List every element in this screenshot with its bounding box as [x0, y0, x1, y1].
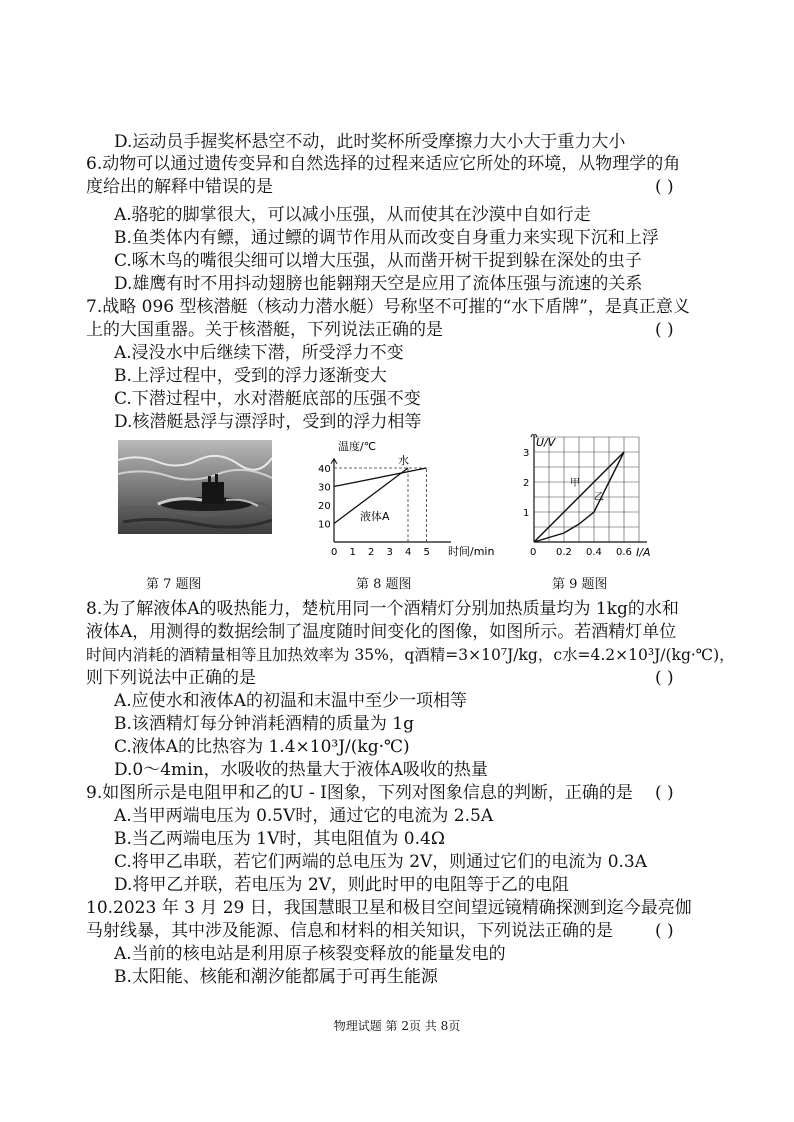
- fig7-submarine-photo: [118, 440, 272, 538]
- q8-option-c: C.液体A的比热容为 1.4×10³J/(kg·℃): [114, 737, 410, 757]
- fig8-xtick-4: 4: [405, 547, 412, 558]
- q10-stem-line1: 10.2023 年 3 月 29 日，我国慧眼卫星和极目空间望远镜精确探测到迄今最亮伽: [86, 898, 692, 918]
- fig8-series-0: [334, 468, 427, 487]
- fig8-ytick-20: 20: [318, 501, 331, 512]
- fig8-ytick-10: 10: [318, 519, 331, 531]
- q7-option-c: C.下潜过程中，水对潜艇底部的压强不变: [114, 389, 421, 409]
- q5-option-d: D.运动员手握奖杯悬空不动，此时奖杯所受摩擦力大小大于重力大小: [114, 132, 626, 152]
- fig9-xtick-0.6: 0.6: [616, 547, 632, 558]
- fig9-ytick-1: 1: [523, 508, 530, 519]
- q7-option-a: A.浸没水中后继续下潜，所受浮力不变: [114, 343, 404, 363]
- q6-option-c: C.啄木鸟的嘴很尖细可以增大压强，从而凿开树干捉到躲在深处的虫子: [114, 251, 642, 271]
- q6-option-d: D.雄鹰有时不用抖动翅膀也能翱翔天空是应用了流体压强与流速的关系: [114, 274, 643, 294]
- fig9-svg: [514, 434, 664, 562]
- fig9-xtick-0.2: 0.2: [556, 547, 572, 558]
- fig8-xtick-5: 5: [423, 547, 430, 558]
- q8-option-a: A.应使水和液体A的初温和末温中至少一项相等: [114, 691, 467, 711]
- q9-option-b: B.当乙两端电压为 1V时，其电阻值为 0.4Ω: [114, 829, 445, 849]
- fig9-caption: 第 9 题图: [552, 577, 608, 592]
- submarine-image: [118, 440, 272, 534]
- q6-stem-line1: 6.动物可以通过遗传变异和自然选择的过程来适应它所处的环境，从物理学的角: [86, 154, 681, 174]
- q7-option-b: B.上浮过程中，受到的浮力逐渐变大: [114, 366, 387, 386]
- fig9-xlabel: I/A: [636, 546, 651, 559]
- fig7-caption: 第 7 题图: [146, 577, 202, 592]
- q9-option-d: D.将甲乙并联，若电压为 2V，则此时甲的电阻等于乙的电阻: [114, 875, 569, 895]
- fig9-xtick-0.4: 0.4: [586, 547, 602, 558]
- q7-option-d: D.核潜艇悬浮与漂浮时，受到的浮力相等: [114, 412, 422, 432]
- q7-stem-line2: 上的大国重器。关于核潜艇，下列说法正确的是: [86, 320, 443, 340]
- fig8-xtick-2: 2: [368, 547, 375, 558]
- fig9-ytick-2: 2: [523, 478, 530, 489]
- fig9-label-yi: 乙: [594, 492, 604, 503]
- fig8-label-water: 水: [398, 454, 409, 467]
- fig8-xtick-0: 0: [331, 547, 338, 558]
- q10-stem-line2: 马射线暴，其中涉及能源、信息和材料的相关知识，下列说法正确的是: [86, 921, 613, 941]
- q6-option-a: A.骆驼的脚掌很大，可以减小压强，从而使其在沙漠中自如行走: [114, 205, 591, 225]
- q8-stem-line3: 时间内消耗的酒精量相等且加热效率为 35%，q酒精=3×10⁷J/kg，c水=4.2×10³J/(kg·℃)，: [86, 646, 735, 664]
- q10-answer-paren: ( ): [655, 921, 674, 941]
- q8-stem-line1: 8.为了解液体A的吸热能力，楚杭用同一个酒精灯分别加热质量均为 1kg的水和: [86, 599, 679, 619]
- fig8-label-liquid: 液体A: [360, 510, 390, 523]
- q6-answer-paren: ( ): [655, 177, 674, 197]
- q8-stem-line2: 液体A，用测得的数据绘制了温度随时间变化的图像，如图所示。若酒精灯单位: [86, 622, 677, 642]
- fig9-ylabel: U/V: [536, 436, 556, 449]
- q8-stem-line4: 则下列说法中正确的是: [86, 668, 256, 688]
- q10-option-b: B.太阳能、核能和潮汐能都属于可再生能源: [114, 967, 438, 987]
- fig9-ui-chart: [514, 434, 664, 566]
- fig8-xtick-3: 3: [386, 547, 393, 558]
- fig8-svg: [308, 438, 508, 564]
- fig8-xtick-1: 1: [349, 547, 356, 558]
- q9-answer-paren: ( ): [655, 783, 674, 803]
- fig8-xlabel: 时间/min: [448, 545, 495, 558]
- fig8-ytick-40: 40: [318, 464, 331, 475]
- q8-option-d: D.0～4min，水吸收的热量大于液体A吸收的热量: [114, 760, 488, 780]
- q9-stem-line1: 9.如图所示是电阻甲和乙的U - I图象，下列对图象信息的判断，正确的是: [86, 783, 633, 803]
- fig8-ytick-30: 30: [318, 482, 331, 494]
- fig8-ylabel: 温度/℃: [338, 440, 377, 453]
- page-footer: 物理试题 第 2页 共 8页: [333, 1019, 461, 1033]
- fig9-ytick-3: 3: [523, 448, 530, 459]
- q8-option-b: B.该酒精灯每分钟消耗酒精的质量为 1g: [114, 714, 414, 734]
- q6-option-b: B.鱼类体内有鳔，通过鳔的调节作用从而改变自身重力来实现下沉和上浮: [114, 228, 659, 248]
- q9-option-a: A.当甲两端电压为 0.5V时，通过它的电流为 2.5A: [114, 806, 494, 826]
- q9-option-c: C.将甲乙串联，若它们两端的总电压为 2V，则通过它们的电流为 0.3A: [114, 852, 648, 872]
- q8-answer-paren: ( ): [655, 668, 674, 688]
- q6-stem-line2: 度给出的解释中错误的是: [86, 177, 273, 197]
- fig8-temperature-chart: [308, 438, 508, 568]
- fig8-caption: 第 8 题图: [356, 577, 412, 592]
- q7-stem-line1: 7.战略 096 型核潜艇（核动力潜水艇）号称坚不可摧的“水下盾牌”，是真正意义: [86, 297, 690, 317]
- fig9-xtick-0: 0: [530, 547, 537, 558]
- fig9-label-jia: 甲: [570, 478, 580, 489]
- q7-answer-paren: ( ): [655, 320, 674, 340]
- q10-option-a: A.当前的核电站是利用原子核裂变释放的能量发电的: [114, 944, 506, 964]
